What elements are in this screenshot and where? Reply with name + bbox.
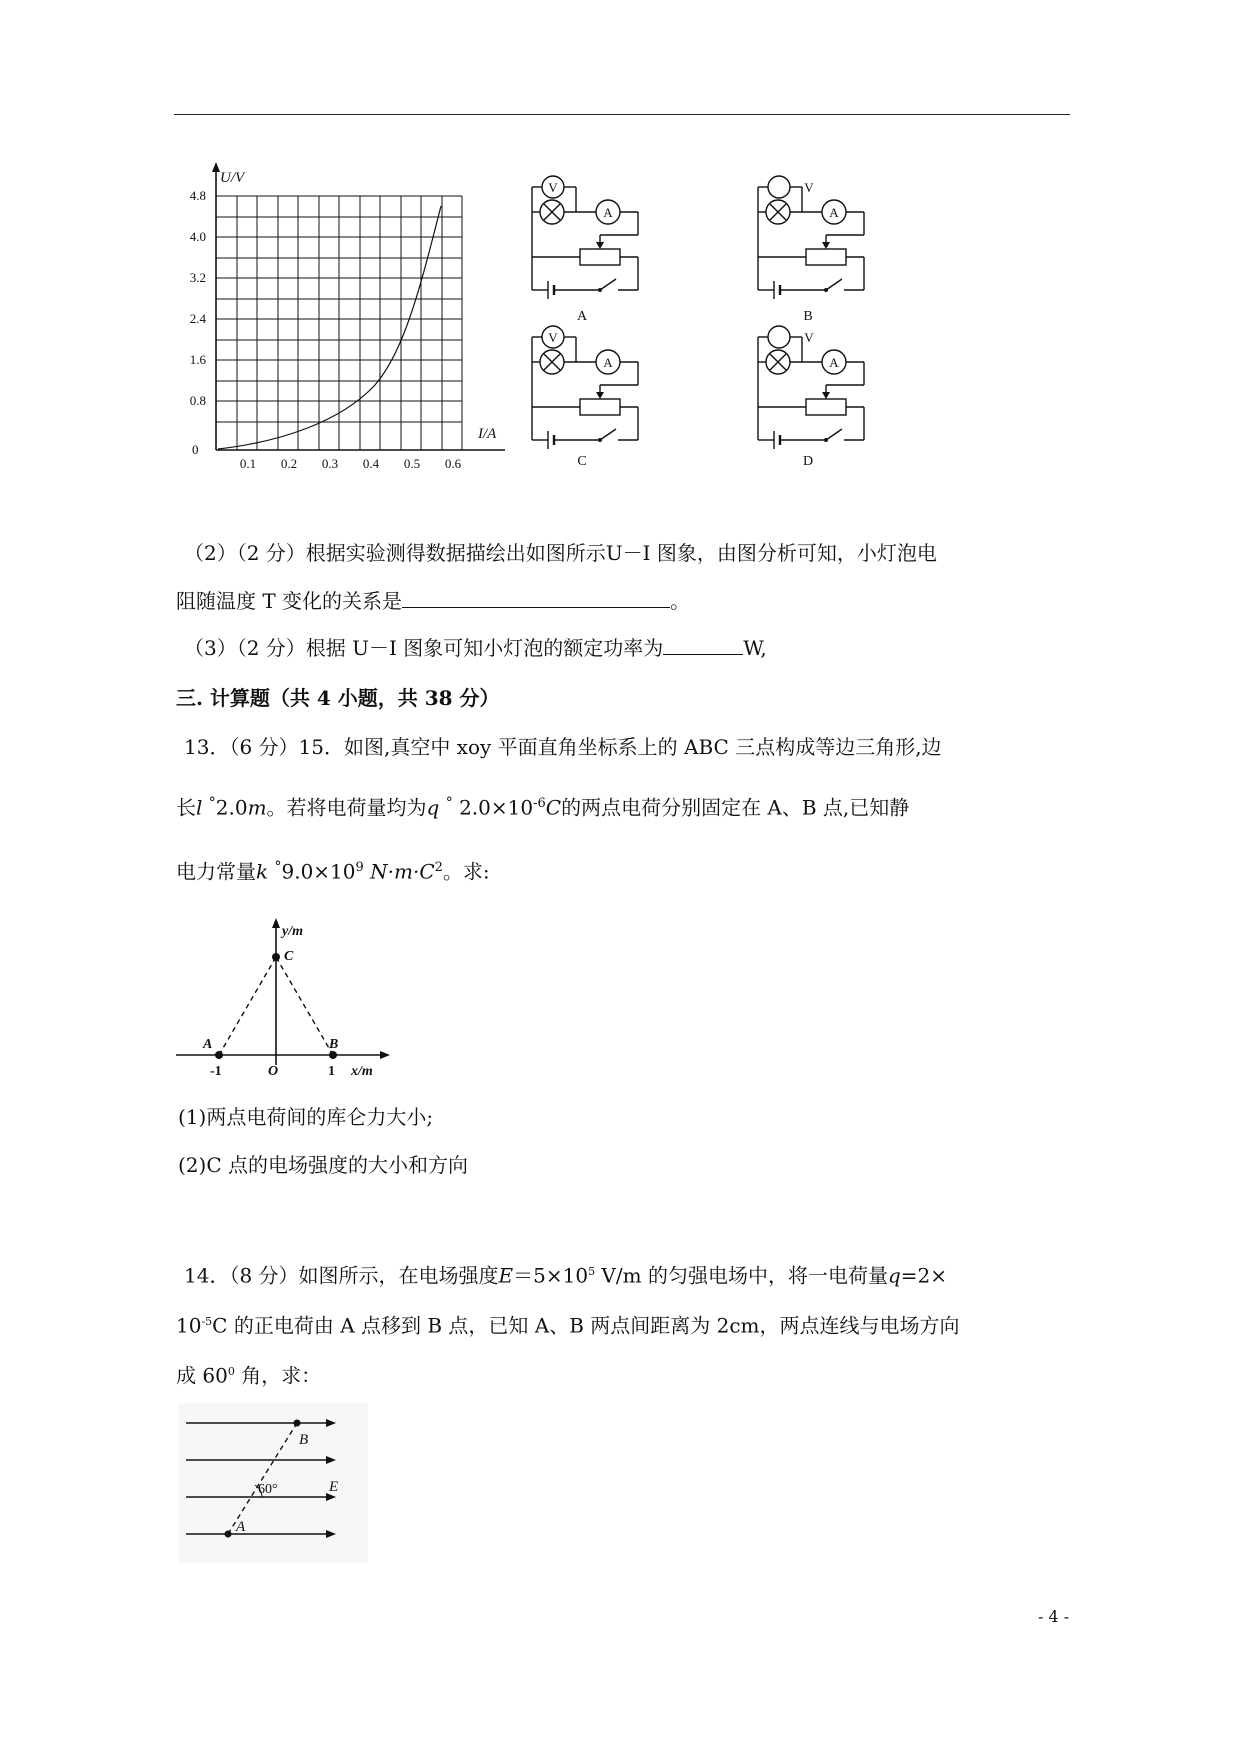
voltmeter-label: V [804,330,814,345]
q14-line3 [176,1357,321,1391]
answer-blank[interactable] [402,587,670,608]
field-figure [178,1403,368,1563]
symbol-e: E [498,1263,514,1288]
y-axis-label: y/m [282,924,303,939]
ammeter-label: A [603,355,613,370]
q3-text: （3）（2 分）根据 U－I 图象可知小灯泡的额定功率为 [184,636,664,660]
exponent: 9 [355,860,364,875]
q14-line1 [184,1257,947,1291]
q14-line2 [176,1307,960,1341]
page-number: - 4 - [1038,1607,1070,1626]
q2-line1 [184,538,937,568]
header-rule [174,114,1070,115]
field-e-label: E [329,1479,339,1495]
units: N·m·C [370,859,435,884]
triangle-figure [176,915,406,1085]
x-tick: 0.2 [280,456,298,470]
symbol-q: q [887,1263,901,1288]
value: 2.0×10 [459,795,534,820]
y-tick: 2.4 [189,311,206,326]
x-tick: 0.1 [239,456,257,470]
x-tick: 0.3 [321,456,339,470]
q13-text: 长 [176,795,196,820]
circuit-d [758,326,864,469]
tick-label: 1 [328,1064,335,1079]
circuit-diagrams [520,165,900,470]
circuit-label: B [803,309,813,324]
y-tick: 3.2 [189,270,206,285]
unit-c: C [545,795,562,820]
exponent: 0 [227,1365,235,1378]
x-axis-label: x/m [351,1064,373,1079]
symbol-k: k [256,859,269,884]
circuit-b [758,176,864,324]
q14-text: =2× [900,1263,948,1288]
answer-blank[interactable] [663,634,743,655]
y-tick: 4.8 [189,188,206,203]
q13-sub2: (2)C 点的电场强度的大小和方向 [178,1153,468,1177]
q2-line2 [176,586,690,616]
y-tick: 4.0 [189,229,206,244]
q13-line3: 电力常量k $^\circ 9.0\times 10^9$ $N\cdot m\cdot C^2$。求: [176,859,490,884]
exponent: -5 [201,1315,213,1328]
point-c-label: C [284,949,294,964]
q13-line1: 13．（6 分）15．如图,真空中 xoy 平面直角坐标系上的 ABC 三点构成等边三角形,边 [184,735,942,759]
value: 2.0 [215,795,248,820]
exponent: 2 [434,860,443,875]
tick-label: -1 [210,1064,222,1079]
q14-text: 14．（8 分）如图所示，在电场强度 [184,1263,499,1288]
q14-text: 成 60 [176,1363,228,1388]
q13-line2: 长l °2.0m。若将电荷量均为q ° $2.0\times 10^{-6}C$的两点电荷分别固定在 A、B 点,已知静 [176,795,910,820]
ammeter-label: A [829,205,839,220]
q13-text: 。若将电荷量均为 [266,795,427,820]
q3-unit: W, [743,636,767,660]
q14-text: V/m 的匀强电场中，将一电荷量 [595,1263,888,1288]
unit-m: m [247,795,267,820]
voltmeter-label: V [548,330,558,345]
point-a-label: A [236,1519,246,1535]
origin-label: 0 [192,442,199,457]
q2-text-c: 阻随温度 T 变化的关系是 [176,589,403,613]
ammeter-label: A [603,205,613,220]
y-tick: 0.8 [189,393,206,408]
q14-text: ＝5×10 [513,1263,589,1288]
x-axis-label: I/A [478,426,497,442]
voltmeter-label: V [548,180,558,195]
origin-label: O [268,1064,279,1079]
voltmeter-label: V [804,180,814,195]
q13-text: 电力常量 [176,859,256,884]
exponent: 5 [588,1265,596,1278]
circuit-label: A [576,309,588,324]
y-tick: 1.6 [189,352,206,367]
circuit-c [532,326,638,469]
x-tick: 0.6 [444,456,462,470]
q14-text: 10 [176,1313,202,1338]
symbol-l: l [196,795,203,820]
angle-label: 60° [258,1482,278,1497]
point-a-label: A [203,1037,213,1052]
q13-text: 。求: [442,859,490,884]
y-axis-label: U/V [220,170,245,186]
point-b-label: B [299,1432,309,1448]
point-b-label: B [329,1037,339,1052]
x-tick: 0.4 [362,456,380,470]
circuit-a [532,176,638,324]
section-heading: 三. 计算题（共 4 小题，共 38 分） [176,686,500,710]
ammeter-label: A [829,355,839,370]
u-i-graph [160,160,510,470]
q2-text-d: 。 [670,589,691,613]
x-tick: 0.5 [403,456,421,470]
q13-text: 的两点电荷分别固定在 A、B 点,已知静 [561,795,910,820]
q3-line [184,633,767,663]
symbol-q: q [426,795,440,820]
exponent: -6 [533,796,546,811]
q13-sub1: (1)两点电荷间的库仑力大小; [178,1105,434,1129]
circuit-label: D [802,454,814,469]
q14-text: C 的正电荷由 A 点移到 B 点，已知 A、B 两点间距离为 2cm，两点连线与电场方向 [212,1313,960,1338]
q14-text: 角，求： [234,1363,322,1388]
circuit-label: C [577,454,587,469]
q2-text-a: （2）（2 分）根据实验测得数据描绘出如图所示 [184,541,606,565]
value: 9.0×10 [281,859,356,884]
q2-text-b: U－I 图象，由图分析可知，小灯泡电 [605,541,937,565]
